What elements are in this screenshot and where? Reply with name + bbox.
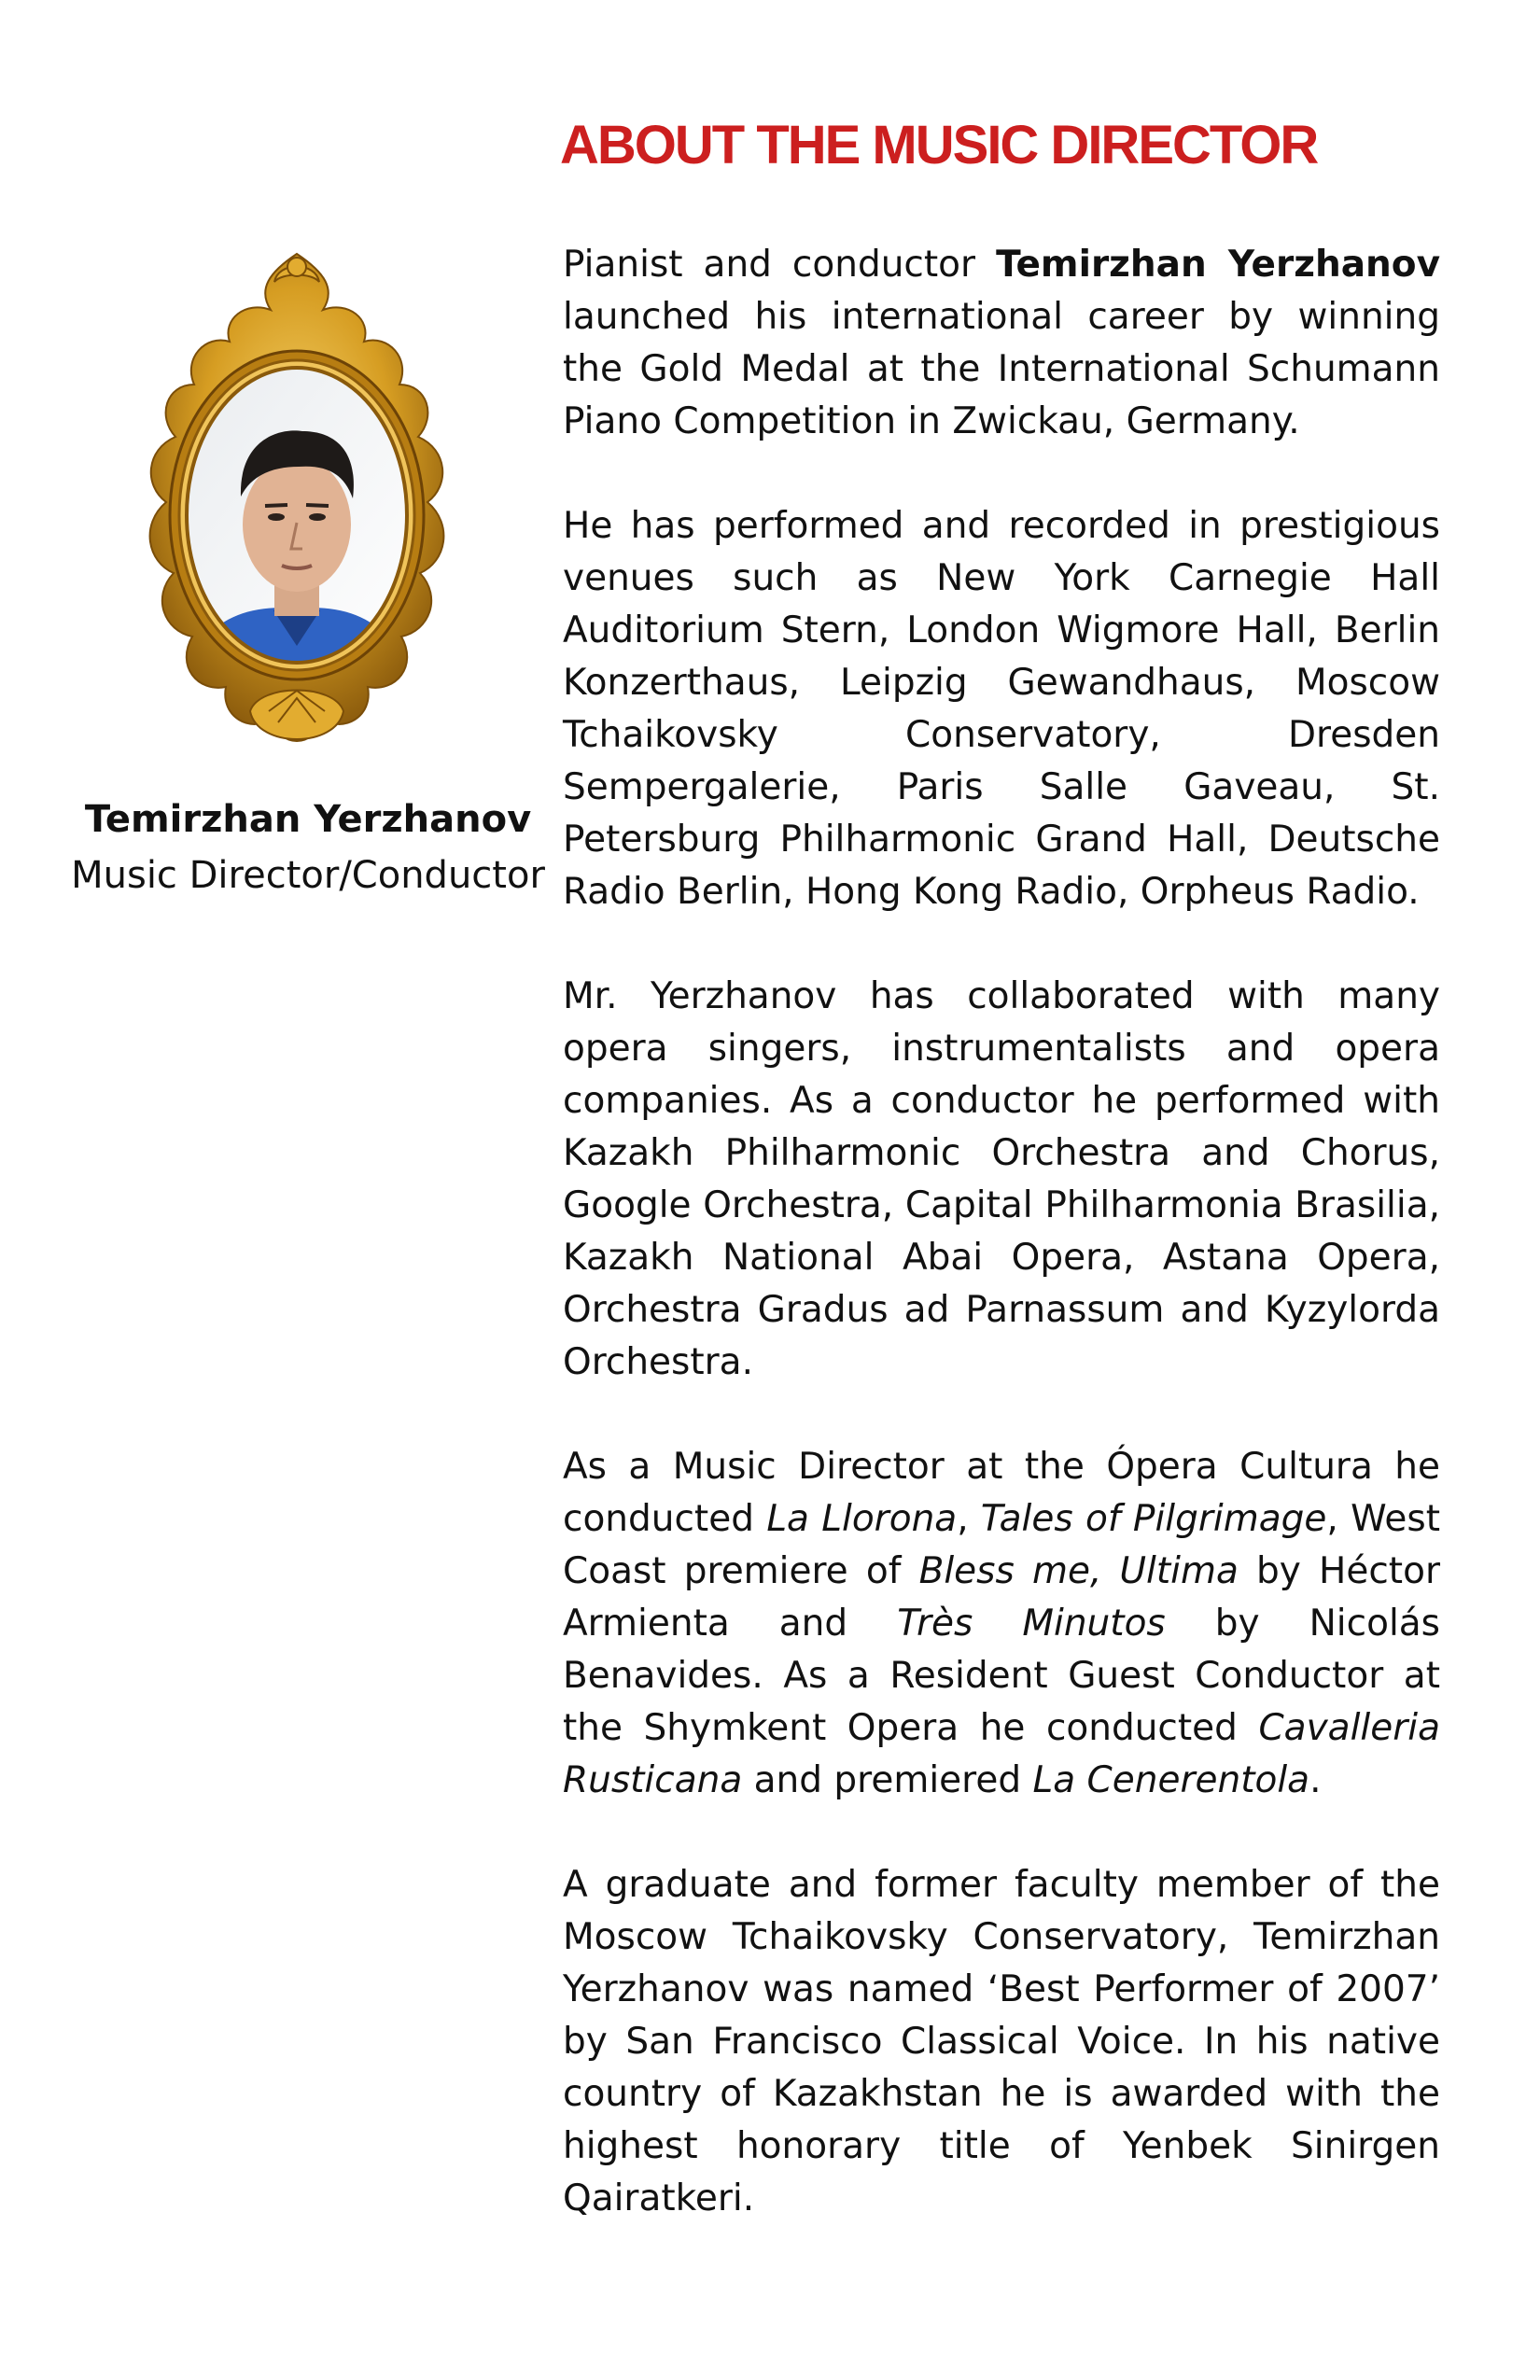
bio-paragraph-4	[563, 1441, 1440, 1807]
portrait-frame	[91, 245, 502, 777]
bio-text: , West Coast premiere of	[563, 1498, 1440, 1592]
work-title: Tales of Pilgrimage	[980, 1498, 1327, 1540]
bio-text: and premiered	[742, 1759, 1033, 1801]
page-heading: ABOUT THE MUSIC DIRECTOR	[560, 115, 1318, 175]
bio-text: As a Music Director at the Ópera Cultura he conducted	[563, 1446, 1440, 1540]
portrait-caption-name: Temirzhan Yerzhanov	[84, 798, 532, 841]
bio-text: Pianist and conductor	[563, 244, 997, 286]
biography	[563, 239, 1440, 2277]
bio-name-bold: Temirzhan Yerzhanov	[996, 244, 1441, 286]
bio-paragraph-1	[563, 239, 1440, 448]
bio-paragraph-2: He has performed and recorded in prestigious venues such as New York Carnegie Hall Auditorium Stern, London Wigmore Hall, Berlin Konzerthaus, Leipzig Gewandhaus, Moscow Tchaikovsky Conservatory, Dresden Sempergalerie, Paris Salle Gaveau, St. Petersburg Philharmonic Grand Hall, Deutsche Radio Berlin, Hong Kong Radio, Orpheus Radio.	[563, 505, 1440, 913]
bio-paragraph-5: A graduate and former faculty member of the Moscow Tchaikovsky Conservatory, Temirzhan Yerzhanov was named ‘Best Performer of 2007’ by San Francisco Classical Voice. In his native country of Kazakhstan he is awarded with the highest honorary title of Yenbek Sinirgen Qairatkeri.	[563, 1864, 1440, 2219]
work-title: La Llorona	[766, 1498, 958, 1540]
work-title: La Cenerentola	[1032, 1759, 1310, 1801]
work-title: Cavalleria Rusticana	[563, 1707, 1440, 1801]
bio-text: launched his international career by winning the Gold Medal at the International Schumann Piano Competition in Zwickau, Germany.	[563, 296, 1440, 442]
work-title: Très Minutos	[897, 1603, 1166, 1645]
bio-text: by Héctor Armienta and	[563, 1550, 1440, 1645]
portrait-caption-role: Music Director/Conductor	[71, 854, 545, 897]
work-title: Bless me, Ultima	[918, 1550, 1239, 1592]
bio-text: ,	[957, 1498, 981, 1540]
ornate-gold-frame-image	[91, 245, 502, 777]
bio-text: by Nicolás Benavides. As a Resident Guest Conductor at the Shymkent Opera he conducted	[563, 1603, 1440, 1749]
bio-paragraph-3: Mr. Yerzhanov has collaborated with many opera singers, instrumentalists and opera companies. As a conductor he performed with Kazakh Philharmonic Orchestra and Chorus, Google Orchestra, Capital Philharmonia Brasilia, Kazakh National Abai Opera, Astana Opera, Orchestra Gradus ad Parnassum and Kyzylorda Orchestra.	[563, 975, 1440, 1383]
bio-text: .	[1309, 1759, 1322, 1801]
